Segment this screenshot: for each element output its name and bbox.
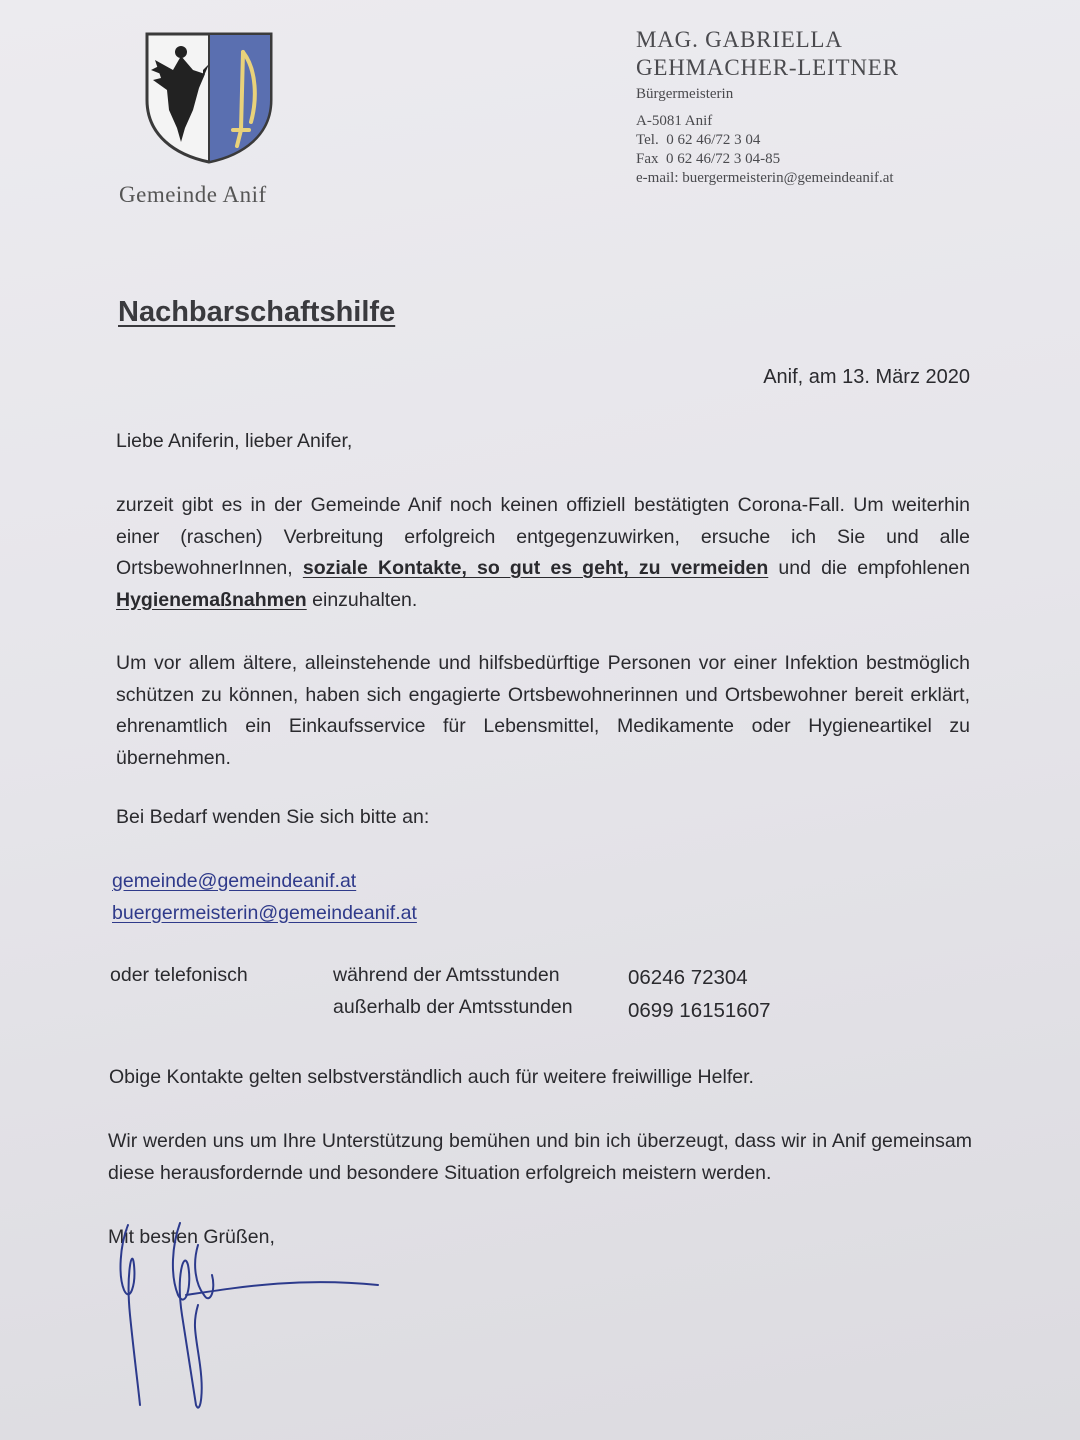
coat-of-arms-icon — [143, 30, 275, 165]
letter-date: Anif, am 13. März 2020 — [763, 366, 970, 388]
paragraph-intro-part3: einzuhalten. — [306, 588, 418, 611]
mayor-name-line1: MAG. GABRIELLA — [636, 27, 843, 52]
phone-label: oder telefonisch — [110, 964, 248, 986]
letter-title: Nachbarschaftshilfe — [118, 296, 396, 328]
emphasis-social-contacts: soziale Kontakte, so gut es geht, zu vermeiden — [302, 557, 769, 579]
phone-when-after-hours: außerhalb der Amtsstunden — [333, 996, 573, 1018]
phone-number-office-hours[interactable]: 06246 72304 — [628, 966, 748, 989]
header-email: e-mail: buergermeisterin@gemeindeanif.at — [636, 170, 894, 186]
email-link-mayor[interactable]: buergermeisterin@gemeindeanif.at — [112, 901, 417, 924]
mayor-name-line2: GEHMACHER-LEITNER — [636, 55, 899, 80]
paragraph-intro — [116, 490, 970, 616]
municipality-name: Gemeinde Anif — [119, 182, 267, 207]
emphasis-hygiene: Hygienemaßnahmen — [116, 588, 307, 611]
contact-intro: Bei Bedarf wenden Sie sich bitte an: — [116, 806, 430, 828]
phone-when-office-hours: während der Amtsstunden — [333, 964, 560, 986]
paragraph-help-service: Um vor allem ältere, alleinstehende und hilfsbedürftige Personen vor einer Infektion bestmöglich schützen zu können, haben sich engagierte Ortsbewohnerinnen und Ortsbewohner bereit erklärt, ehrenamtlich ein Einkaufsservice für Lebensmittel, Medikamente oder Hygieneartikel zu übernehmen. — [116, 652, 970, 769]
letterhead — [636, 26, 899, 188]
contact-emails — [112, 866, 966, 929]
phone-number-after-hours[interactable]: 0699 16151607 — [628, 999, 771, 1022]
salutation: Liebe Aniferin, lieber Anifer, — [116, 430, 353, 452]
paragraph-intro-part1: zurzeit gibt es in der Gemeinde Anif noch keinen offiziell bestätigten Corona-Fall. Um weiterhin einer (raschen) Verbreitung erfolgreich entgegenzuwirken, ersuche ich Sie und alle OrtsbewohnerInnen, — [116, 494, 970, 579]
email-link-gemeinde[interactable]: gemeinde@gemeindeanif.at — [112, 870, 357, 892]
address: A-5081 Anif — [636, 113, 713, 129]
paragraph-intro-part2: und die empfohlenen — [768, 557, 970, 579]
mayor-role: Bürgermeisterin — [636, 86, 734, 102]
handwritten-signature-icon — [100, 1215, 400, 1415]
paragraph-closing: Wir werden uns um Ihre Unterstützung bemühen und bin ich überzeugt, dass wir in Anif gemeinsam diese herausfordernde und besondere Situation erfolgreich meistern werden. — [108, 1130, 972, 1184]
paragraph-helpers: Obige Kontakte gelten selbstverständlich auch für weitere freiwillige Helfer. — [109, 1066, 754, 1088]
telephone: Tel. 0 62 46/72 3 04 — [636, 132, 761, 148]
fax: Fax 0 62 46/72 3 04-85 — [636, 151, 781, 167]
closing-greeting: Mit besten Grüßen, — [108, 1226, 275, 1248]
